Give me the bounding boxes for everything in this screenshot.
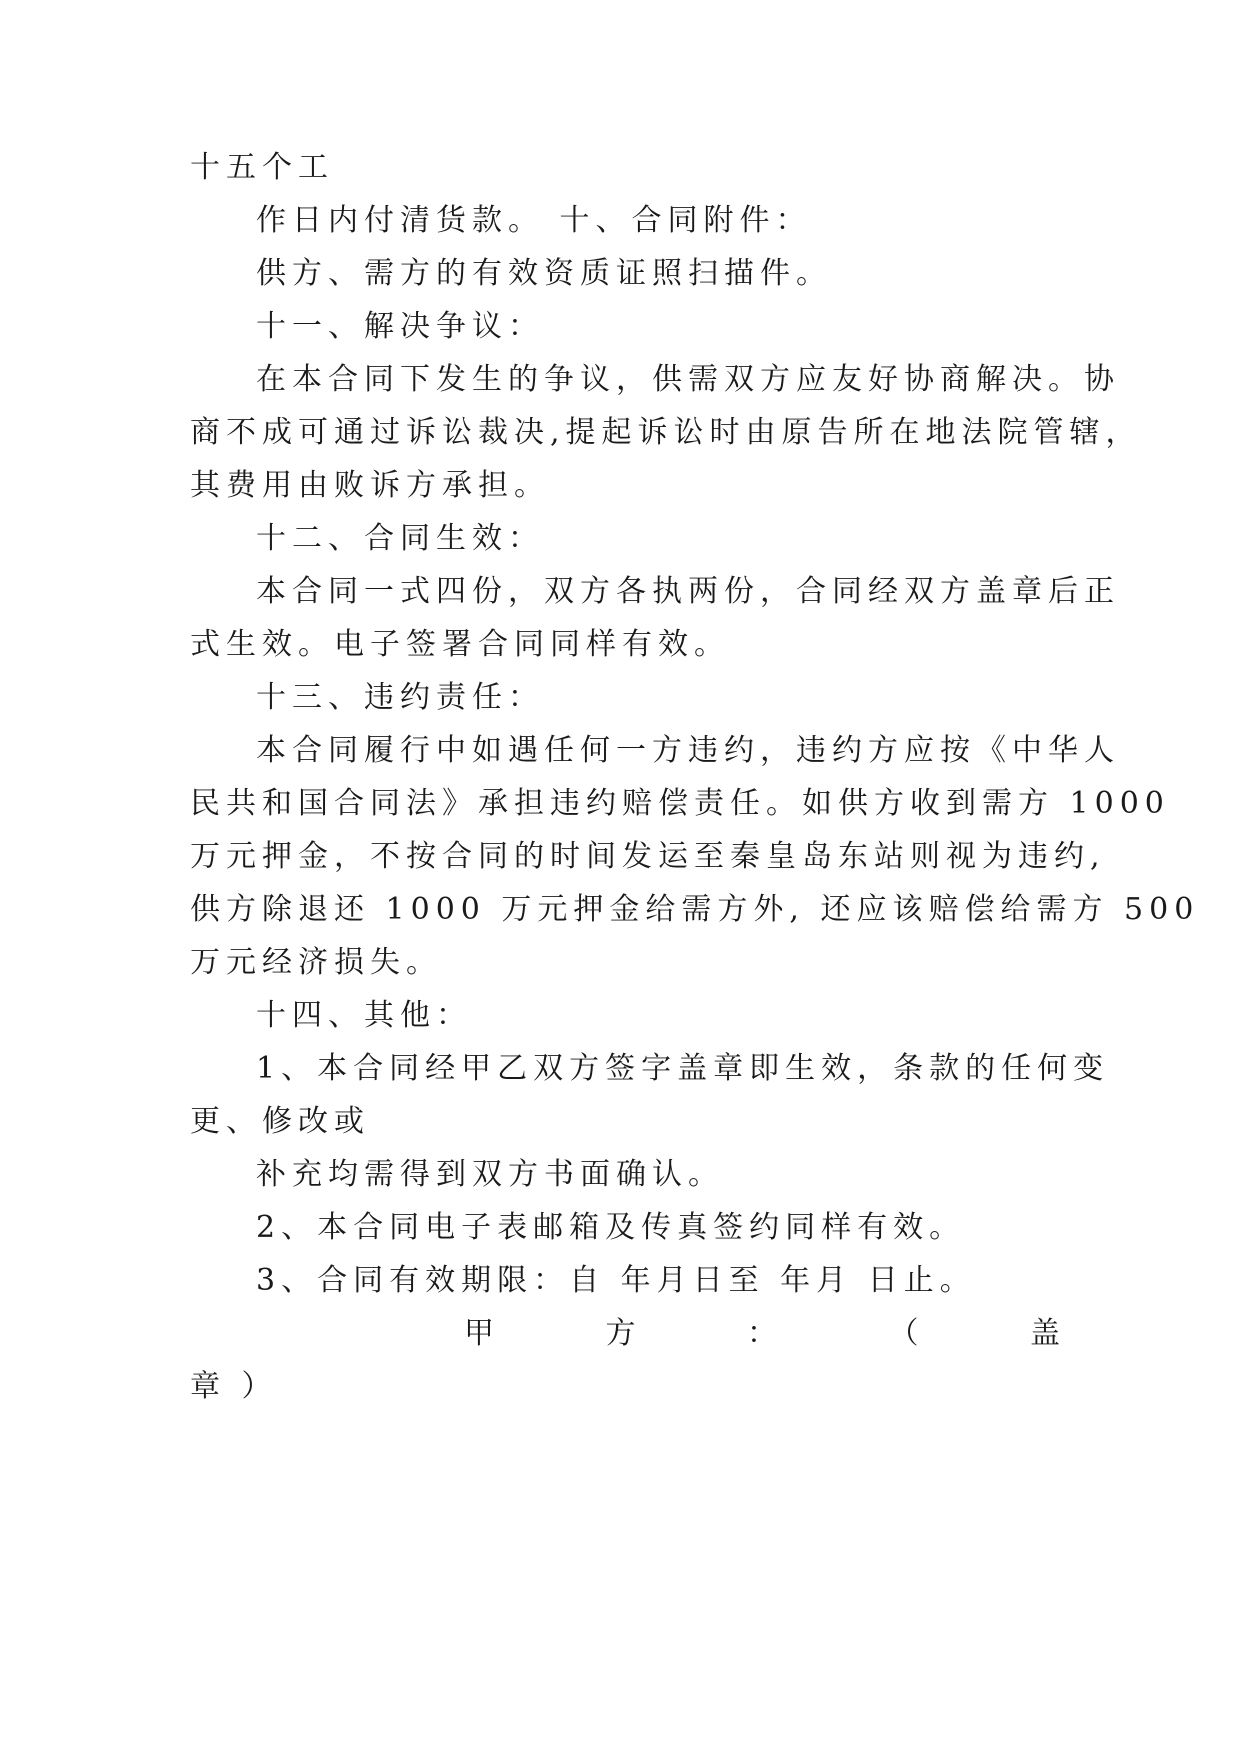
text-line-13: 民共和国合同法》承担违约赔偿责任。如供方收到需方 1000: [190, 786, 1170, 821]
text-line-18: 1、本合同经甲乙双方签字盖章即生效，条款的任何变: [256, 1051, 1110, 1086]
party-a-seal-line: 甲 方 ： （ 盖: [464, 1316, 1060, 1351]
text-line-7: 其费用由败诉方承担。: [190, 468, 550, 503]
text-line-14: 万元押金，不按合同的时间发运至秦皇岛东站则视为违约,: [190, 839, 1106, 874]
text-line-24: 章 ）: [190, 1369, 278, 1404]
text-line-5: 在本合同下发生的争议，供需双方应友好协商解决。协: [256, 362, 1120, 397]
section-heading-13: 十三、违约责任：: [256, 680, 544, 715]
text-line-22: 3、合同有效期限：自 年月日至 年月 日止。: [256, 1263, 976, 1298]
text-line-3: 供方、需方的有效资质证照扫描件。: [256, 256, 832, 291]
text-line-16: 万元经济损失。: [190, 945, 442, 980]
text-line-12: 本合同履行中如遇任何一方违约，违约方应按《中华人: [256, 733, 1120, 768]
text-line-15: 供方除退还 1000 万元押金给需方外, 还应该赔偿给需方 500: [190, 892, 1200, 927]
text-line-20: 补充均需得到双方书面确认。: [256, 1157, 724, 1192]
text-line-2: 作日内付清货款。 十、合同附件：: [256, 203, 812, 238]
text-line-21: 2、本合同电子表邮箱及传真签约同样有效。: [256, 1210, 966, 1245]
text-line-19: 更、修改或: [190, 1104, 370, 1139]
text-line-1: 十五个工: [190, 150, 334, 185]
section-heading-11: 十一、解决争议：: [256, 309, 544, 344]
section-heading-12: 十二、合同生效：: [256, 521, 544, 556]
section-heading-14: 十四、其他：: [256, 998, 472, 1033]
text-line-10: 式生效。电子签署合同同样有效。: [190, 627, 730, 662]
text-line-6: 商不成可通过诉讼裁决,提起诉讼时由原告所在地法院管辖，: [190, 415, 1142, 450]
text-line-9: 本合同一式四份，双方各执两份，合同经双方盖章后正: [256, 574, 1120, 609]
